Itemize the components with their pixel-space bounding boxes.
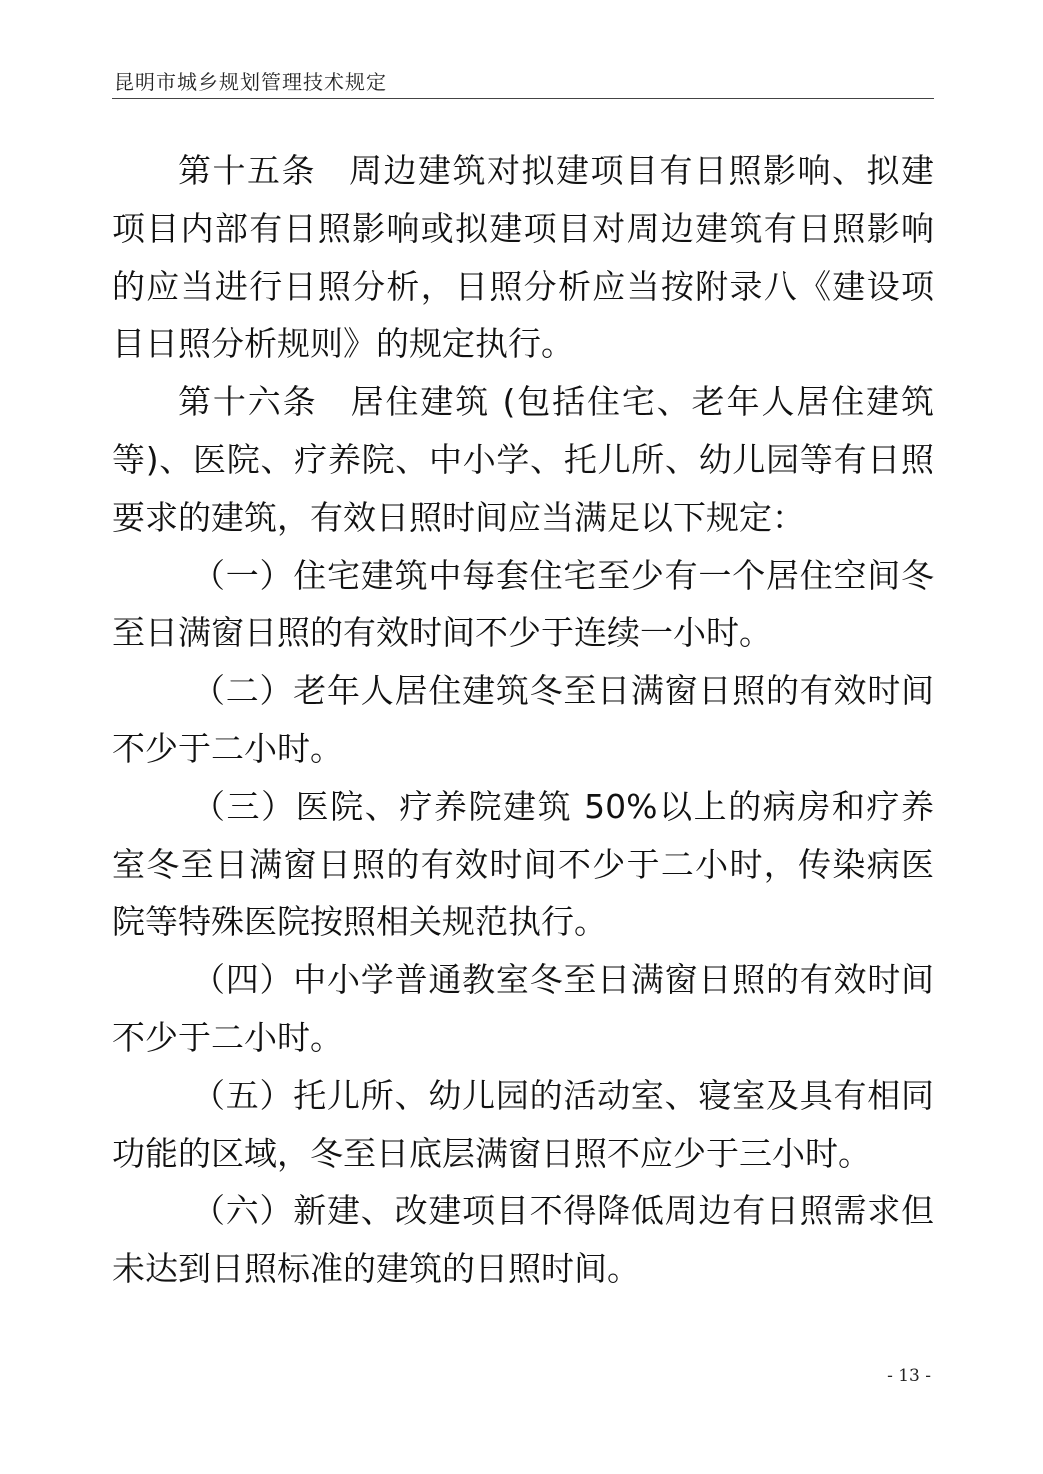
article-text: 居住建筑 (包括住宅、老年人居住建筑等)、医院、疗养院、中小学、托儿所、幼儿园等有日照要求的建筑，有效日照时间应当满足以下规定： [112, 382, 935, 537]
article-text: 周边建筑对拟建项目有日照影响、拟建项目内部有日照影响或拟建项目对周边建筑有日照影响的应当进行日照分析，日照分析应当按附录八《建设项目日照分析规则》的规定执行。 [112, 151, 934, 364]
article-16 [112, 373, 934, 546]
page-header [112, 64, 934, 99]
clause-item-1: （一）住宅建筑中每套住宅至少有一个居住空间冬至日满窗日照的有效时间不少于连续一小时。 [112, 555, 934, 653]
page-number: - 13 - [887, 1366, 931, 1386]
document-title: 昆明市城乡规划管理技术规定 [114, 70, 387, 94]
article-number: 第十五条 [178, 151, 316, 190]
article-number: 第十六条 [178, 382, 318, 422]
clause-item-2: （二）老年人居住建筑冬至日满窗日照的有效时间不少于二小时。 [112, 671, 934, 768]
clause-item-6: （六）新建、改建项目不得降低周边有日照需求但未达到日照标准的建筑的日照时间。 [112, 1191, 934, 1289]
page-body [112, 142, 934, 1298]
clause-item-3: （三）医院、疗养院建筑 50%以上的病房和疗养室冬至日满窗日照的有效时间不少于二小时，传染病医院等特殊医院按照相关规范执行。 [112, 786, 934, 942]
clause-item-5: （五）托儿所、幼儿园的活动室、寝室及具有相同功能的区域，冬至日底层满窗日照不应少于三小时。 [112, 1075, 934, 1173]
article-15 [112, 142, 934, 373]
clause-item-4: （四）中小学普通教室冬至日满窗日照的有效时间不少于二小时。 [112, 960, 934, 1057]
